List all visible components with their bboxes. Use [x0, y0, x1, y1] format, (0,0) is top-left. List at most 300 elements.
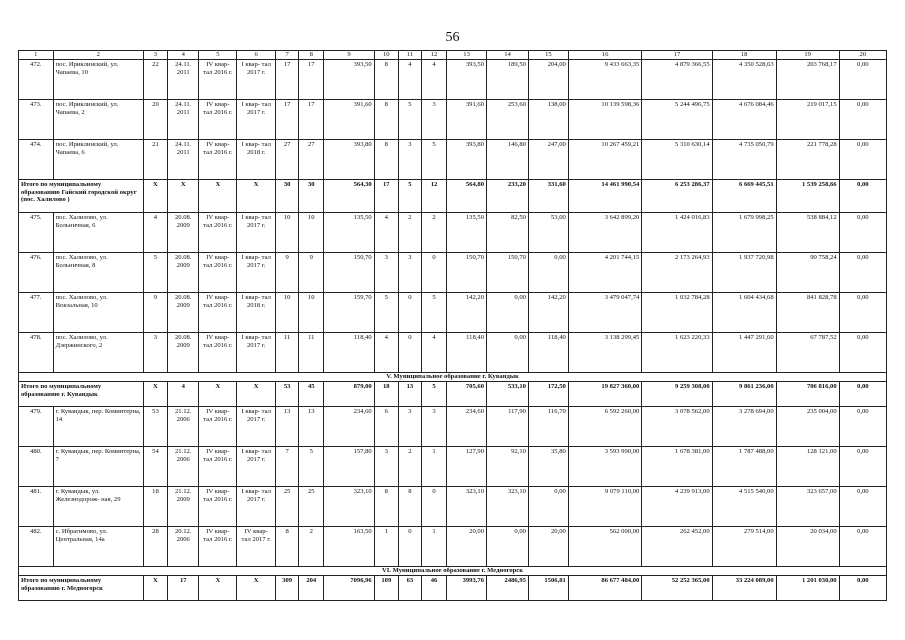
table-cell: I квар- тал 2018 г. — [237, 140, 276, 180]
table-cell: 14 461 990,54 — [568, 180, 641, 213]
table-cell: IV квар- тал 2017 г. — [237, 527, 276, 567]
table-cell: 9 — [299, 253, 324, 293]
table-cell: 6 253 286,37 — [642, 180, 712, 213]
table-cell: 204,00 — [528, 60, 568, 100]
table-cell: X — [199, 382, 237, 407]
table-cell: 3 — [398, 253, 421, 293]
table-cell: 157,80 — [324, 447, 374, 487]
table-cell: 12 — [421, 180, 446, 213]
table-cell: 1 — [19, 51, 54, 60]
table-cell: 0,00 — [839, 100, 886, 140]
table-cell: 30 — [299, 180, 324, 213]
table-cell: 1 678 381,00 — [642, 447, 712, 487]
table-cell: 3 — [421, 407, 446, 447]
total-row — [19, 382, 887, 407]
column-number-row — [19, 51, 887, 60]
table-cell: 8 — [374, 140, 398, 180]
table-cell: 1 424 016,83 — [642, 213, 712, 253]
table-cell: 150,70 — [447, 253, 487, 293]
table-cell: 18 — [374, 382, 398, 407]
table-cell: 13 — [447, 51, 487, 60]
table-cell: 4 — [374, 213, 398, 253]
table-row — [19, 333, 887, 373]
table-cell: X — [143, 576, 167, 601]
table-cell: IV квар- тал 2016 г. — [199, 487, 237, 527]
table-cell: 24.11. 2011 — [168, 100, 199, 140]
table-cell: пос. Халилово, ул. Дзержинского, 2 — [53, 333, 143, 373]
table-cell: 393,50 — [324, 60, 374, 100]
table-cell: 6 592 260,00 — [568, 407, 641, 447]
table-cell: 0,00 — [528, 487, 568, 527]
table-cell: 2 — [398, 213, 421, 253]
table-cell: 4 — [374, 333, 398, 373]
table-cell: 10 — [276, 213, 299, 253]
table-cell: IV квар- тал 2016 г. — [199, 60, 237, 100]
table-cell: пос. Ириклинский, ул. Чапаева, 10 — [53, 60, 143, 100]
table-row — [19, 407, 887, 447]
table-cell: 1 — [421, 527, 446, 567]
table-cell: 0,00 — [528, 253, 568, 293]
table-cell: 3 078 562,00 — [642, 407, 712, 447]
table-cell: 8 — [374, 487, 398, 527]
table-cell: X — [143, 180, 167, 213]
table-cell: 10 267 459,21 — [568, 140, 641, 180]
table-cell: 5 — [421, 140, 446, 180]
table-cell: 138,00 — [528, 100, 568, 140]
table-cell: I квар- тал 2017 г. — [237, 60, 276, 100]
table-cell: 4 — [421, 333, 446, 373]
table-cell: 4 — [421, 60, 446, 100]
table-cell: 4 350 528,63 — [712, 60, 776, 100]
table-cell: 9 — [276, 253, 299, 293]
table-cell: 477. — [19, 293, 54, 333]
table-cell: 473. — [19, 100, 54, 140]
table-cell: 46 — [421, 576, 446, 601]
table-cell: 1 679 998,25 — [712, 213, 776, 253]
table-cell: 247,00 — [528, 140, 568, 180]
table-cell: 475. — [19, 213, 54, 253]
table-cell: 3 — [421, 100, 446, 140]
table-cell: 9 433 663,35 — [568, 60, 641, 100]
table-cell: 233,20 — [487, 180, 529, 213]
table-cell: 5 — [143, 253, 167, 293]
table-row — [19, 60, 887, 100]
table-cell: 4 — [168, 51, 199, 60]
table-cell: 142,20 — [447, 293, 487, 333]
table-cell: I квар- тал 2017 г. — [237, 407, 276, 447]
table-cell: IV квар- тал 2016 г. — [199, 293, 237, 333]
table-cell: с. Ибрагимово, ул. Центральная, 14а — [53, 527, 143, 567]
table-cell: 0,00 — [839, 333, 886, 373]
table-cell: X — [143, 382, 167, 407]
table-cell: 1 787 488,00 — [712, 447, 776, 487]
table-cell: 20,00 — [528, 527, 568, 567]
table-cell: 6 — [237, 51, 276, 60]
table-cell: 1 623 220,33 — [642, 333, 712, 373]
table-cell: 3993,76 — [447, 576, 487, 601]
table-cell: 879,00 — [324, 382, 374, 407]
table-cell: 13 — [276, 407, 299, 447]
table-cell: 172,50 — [528, 382, 568, 407]
table-cell: IV квар- тал 2016 г. — [199, 447, 237, 487]
table-cell: 323,10 — [447, 487, 487, 527]
table-cell: 0 — [421, 253, 446, 293]
table-cell: 21.12. 2006 — [168, 447, 199, 487]
table-cell: 24.11. 2011 — [168, 140, 199, 180]
table-cell: 234,60 — [447, 407, 487, 447]
table-cell: I квар- тал 2017 г. — [237, 213, 276, 253]
table-cell: 481. — [19, 487, 54, 527]
table-cell: 474. — [19, 140, 54, 180]
table-cell: 35,80 — [528, 447, 568, 487]
total-row — [19, 180, 887, 213]
table-cell: 1 604 434,68 — [712, 293, 776, 333]
table-cell: 841 828,78 — [776, 293, 839, 333]
table-cell: 1 539 258,66 — [776, 180, 839, 213]
table-cell: 0,00 — [487, 293, 529, 333]
table-cell: 9 861 236,00 — [712, 382, 776, 407]
table-cell: 3 593 990,00 — [568, 447, 641, 487]
table-cell: 0,00 — [487, 527, 529, 567]
table-cell: I квар- тал 2017 г. — [237, 333, 276, 373]
data-table — [18, 50, 887, 601]
table-cell: 1 — [421, 447, 446, 487]
table-cell: 2 — [299, 527, 324, 567]
table-cell: 0 — [398, 527, 421, 567]
table-cell: 3 — [374, 447, 398, 487]
table-cell: 0,00 — [839, 407, 886, 447]
table-cell: 705,60 — [447, 382, 487, 407]
page-number: 56 — [445, 30, 460, 45]
table-cell: X — [199, 180, 237, 213]
table-cell: 17 — [299, 60, 324, 100]
table-cell: 3 — [143, 51, 167, 60]
table-cell: X — [199, 576, 237, 601]
table-cell: 17 — [276, 60, 299, 100]
table-row — [19, 487, 887, 527]
table-cell: 7 — [276, 447, 299, 487]
table-cell: I квар- тал 2018 г. — [237, 293, 276, 333]
table-cell: 4 — [168, 382, 199, 407]
table-cell: 4 — [143, 213, 167, 253]
table-cell: 21.12. 2006 — [168, 407, 199, 447]
table-cell: 92,10 — [487, 447, 529, 487]
table-cell: 478. — [19, 333, 54, 373]
table-cell: 4 879 366,55 — [642, 60, 712, 100]
table-cell: 2 — [53, 51, 143, 60]
table-cell: 9 — [324, 51, 374, 60]
table-cell: 109 — [374, 576, 398, 601]
table-cell: 3 — [143, 333, 167, 373]
table-cell: 6 — [374, 407, 398, 447]
table-cell: 13 — [398, 382, 421, 407]
table-cell: 2 — [421, 213, 446, 253]
section-heading-row — [19, 567, 887, 576]
table-cell: пос. Халилово, ул. Больничная, 8 — [53, 253, 143, 293]
table-cell: 20.08. 2009 — [168, 333, 199, 373]
table-cell: 142,20 — [528, 293, 568, 333]
table-cell: 5 — [299, 447, 324, 487]
table-cell: 24.11. 2011 — [168, 60, 199, 100]
table-row — [19, 293, 887, 333]
table-cell: 0 — [398, 333, 421, 373]
table-cell: I квар- тал 2017 г. — [237, 447, 276, 487]
table-cell: 0,00 — [839, 527, 886, 567]
table-cell: 11 — [276, 333, 299, 373]
table-cell: 18 — [143, 487, 167, 527]
table-cell: 203 768,17 — [776, 60, 839, 100]
table-cell: 472. — [19, 60, 54, 100]
table-cell: 27 — [276, 140, 299, 180]
table-cell: 538 884,12 — [776, 213, 839, 253]
table-cell: 146,80 — [487, 140, 529, 180]
table-cell: Итого по муниципальному образованию г. Кувандык — [19, 382, 144, 407]
table-cell: 17 — [168, 576, 199, 601]
table-cell: 1 201 030,00 — [776, 576, 839, 601]
table-cell: 204 — [299, 576, 324, 601]
table-cell: 20.08. 2009 — [168, 213, 199, 253]
table-cell: 28 — [143, 527, 167, 567]
table-cell: 33 224 089,00 — [712, 576, 776, 601]
table-cell: 25 — [276, 487, 299, 527]
table-cell: 7 — [276, 51, 299, 60]
table-cell: 0,00 — [487, 333, 529, 373]
table-cell: 20,00 — [447, 527, 487, 567]
table-cell: 0,00 — [839, 180, 886, 213]
table-row — [19, 100, 887, 140]
table-cell: г. Кувандык, пер. Коминтерна, 7 — [53, 447, 143, 487]
table-cell: 30 — [276, 180, 299, 213]
table-cell: 10 — [374, 51, 398, 60]
table-cell: 5 244 496,75 — [642, 100, 712, 140]
table-cell: X — [237, 382, 276, 407]
table-cell: г. Кувандык, ул. Железнодорож- ная, 29 — [53, 487, 143, 527]
table-cell: IV квар- тал 2016 г. — [199, 407, 237, 447]
table-cell: 4 676 084,46 — [712, 100, 776, 140]
table-cell: 127,90 — [447, 447, 487, 487]
table-cell: 19 — [776, 51, 839, 60]
table-cell: I квар- тал 2017 г. — [237, 100, 276, 140]
table-cell: 20.12. 2006 — [168, 527, 199, 567]
table-cell: 22 — [143, 60, 167, 100]
table-cell: 150,70 — [324, 253, 374, 293]
table-cell: 476. — [19, 253, 54, 293]
table-cell: 1506,81 — [528, 576, 568, 601]
table-cell: г. Кувандык, пер. Коминтерна, 14 — [53, 407, 143, 447]
table-cell: 323 657,00 — [776, 487, 839, 527]
table-cell: X — [237, 180, 276, 213]
table-cell: 63 — [398, 576, 421, 601]
table-cell: 479. — [19, 407, 54, 447]
table-cell: IV квар- тал 2016 г. — [199, 140, 237, 180]
table-cell: 5 — [199, 51, 237, 60]
table-cell: 564,30 — [324, 180, 374, 213]
table-cell: 3 — [398, 407, 421, 447]
table-row — [19, 213, 887, 253]
table-cell: 391,60 — [324, 100, 374, 140]
table-cell: 393,50 — [447, 60, 487, 100]
table-cell: VI. Муниципальное образование г. Медногорск — [19, 567, 887, 576]
table-cell: 3 278 694,00 — [712, 407, 776, 447]
table-cell: 4 239 913,00 — [642, 487, 712, 527]
table-cell: 219 017,15 — [776, 100, 839, 140]
table-cell: 3 — [374, 253, 398, 293]
table-cell: 1 447 291,60 — [712, 333, 776, 373]
table-cell: 234,60 — [324, 407, 374, 447]
table-cell: 13 — [299, 407, 324, 447]
table-cell: 11 — [299, 333, 324, 373]
table-cell: 10 — [299, 293, 324, 333]
table-cell: 2 173 264,93 — [642, 253, 712, 293]
table-cell: 53,00 — [528, 213, 568, 253]
table-cell: 159,70 — [324, 293, 374, 333]
table-cell: пос. Халилово, ул. Вокзальная, 10 — [53, 293, 143, 333]
table-cell: 4 735 050,79 — [712, 140, 776, 180]
table-cell: 706 816,00 — [776, 382, 839, 407]
table-cell: IV квар- тал 2016 г. — [199, 527, 237, 567]
table-cell: 20 — [839, 51, 886, 60]
table-cell: 391,60 — [447, 100, 487, 140]
table-cell: 5 — [398, 100, 421, 140]
table-cell: 27 — [299, 140, 324, 180]
table-cell: 235 004,00 — [776, 407, 839, 447]
table-cell: 118,40 — [447, 333, 487, 373]
table-cell: X — [237, 576, 276, 601]
table-cell: 16 — [568, 51, 641, 60]
table-cell: 82,50 — [487, 213, 529, 253]
table-cell: 17 — [374, 180, 398, 213]
table-cell: 163,50 — [324, 527, 374, 567]
table-cell: 128 121,00 — [776, 447, 839, 487]
table-cell: 221 778,28 — [776, 140, 839, 180]
table-cell: 25 — [299, 487, 324, 527]
table-cell: 53 — [143, 407, 167, 447]
table-cell: Итого по муниципальному образованию г. Медногорск — [19, 576, 144, 601]
table-cell: IV квар- тал 2016 г. — [199, 253, 237, 293]
table-cell: 118,40 — [324, 333, 374, 373]
table-cell: 4 — [398, 60, 421, 100]
table-cell: 17 — [642, 51, 712, 60]
table-cell: 8 — [374, 100, 398, 140]
table-cell: 1 — [374, 527, 398, 567]
table-cell: 0 — [398, 293, 421, 333]
table-cell: 2 — [398, 447, 421, 487]
table-cell: 21.12. 2009 — [168, 487, 199, 527]
table-cell: 135,50 — [324, 213, 374, 253]
table-cell: 90 758,24 — [776, 253, 839, 293]
table-cell: 5 — [398, 180, 421, 213]
table-cell: 8 — [276, 527, 299, 567]
table-cell: 0,00 — [839, 213, 886, 253]
table-cell: 482. — [19, 527, 54, 567]
table-cell: 533,10 — [487, 382, 529, 407]
total-row — [19, 576, 887, 601]
table-cell: I квар- тал 2017 г. — [237, 487, 276, 527]
section-heading-row — [19, 373, 887, 382]
table-cell: 17 — [276, 100, 299, 140]
table-cell: 3 — [398, 140, 421, 180]
table-cell: X — [168, 180, 199, 213]
table-cell: 253,60 — [487, 100, 529, 140]
table-cell: пос. Ириклинский, ул. Чапаева, 2 — [53, 100, 143, 140]
table-cell: 15 — [528, 51, 568, 60]
table-cell: 323,10 — [324, 487, 374, 527]
table-row — [19, 253, 887, 293]
table-cell: 11 — [398, 51, 421, 60]
table-cell: 5 — [374, 293, 398, 333]
table-cell: 20.08. 2009 — [168, 293, 199, 333]
table-row — [19, 447, 887, 487]
table-cell: 7096,96 — [324, 576, 374, 601]
table-cell: 1 937 720,98 — [712, 253, 776, 293]
table-cell: 0,00 — [839, 60, 886, 100]
table-cell: 45 — [299, 382, 324, 407]
table-cell: пос. Халилово, ул. Больничная, 6 — [53, 213, 143, 253]
table-cell: 67 787,52 — [776, 333, 839, 373]
table-cell: 53 — [276, 382, 299, 407]
table-cell: 4 515 540,00 — [712, 487, 776, 527]
table-cell: 0,00 — [839, 382, 886, 407]
table-cell: 9 — [143, 293, 167, 333]
table-cell: 323,10 — [487, 487, 529, 527]
table-cell: IV квар- тал 2016 г. — [199, 213, 237, 253]
table-row — [19, 140, 887, 180]
table-cell: 3 479 047,74 — [568, 293, 641, 333]
table-cell: 3 642 899,20 — [568, 213, 641, 253]
table-cell: 0,00 — [839, 487, 886, 527]
table-row — [19, 527, 887, 567]
table-cell: V. Муниципальное образование г. Кувандык — [19, 373, 887, 382]
table-cell: 3 138 299,45 — [568, 333, 641, 373]
table-cell: 54 — [143, 447, 167, 487]
table-cell: 9 259 308,00 — [642, 382, 712, 407]
table-cell: 20.08. 2009 — [168, 253, 199, 293]
table-cell: 6 669 445,51 — [712, 180, 776, 213]
table-cell: 0,00 — [839, 447, 886, 487]
table-cell: 0 — [421, 487, 446, 527]
table-cell: I квар- тал 2017 г. — [237, 253, 276, 293]
table-cell: 20 034,00 — [776, 527, 839, 567]
table-cell: 0,00 — [839, 576, 886, 601]
table-cell: 480. — [19, 447, 54, 487]
table-cell: 393,80 — [324, 140, 374, 180]
table-cell: 8 — [374, 60, 398, 100]
table-cell: 18 — [712, 51, 776, 60]
table-cell: 279 514,00 — [712, 527, 776, 567]
table-cell: 562 000,00 — [568, 527, 641, 567]
table-cell: 10 139 598,36 — [568, 100, 641, 140]
table-cell: 393,80 — [447, 140, 487, 180]
table-cell: 5 — [421, 382, 446, 407]
table-cell: 117,90 — [487, 407, 529, 447]
table-cell: пос. Ириклинский, ул. Чапаева, 6 — [53, 140, 143, 180]
table-cell: 86 677 484,00 — [568, 576, 641, 601]
table-cell: 20 — [143, 100, 167, 140]
table-cell: 5 — [421, 293, 446, 333]
table-cell: 14 — [487, 51, 529, 60]
table-cell: 309 — [276, 576, 299, 601]
table-cell: 17 — [299, 100, 324, 140]
table-cell: 189,50 — [487, 60, 529, 100]
table-cell: 116,70 — [528, 407, 568, 447]
table-cell: 262 452,00 — [642, 527, 712, 567]
table-cell: 150,70 — [487, 253, 529, 293]
table-cell: 135,50 — [447, 213, 487, 253]
table-cell: 331,60 — [528, 180, 568, 213]
table-cell: 8 — [299, 51, 324, 60]
table-cell: 118,40 — [528, 333, 568, 373]
table-cell: 2486,95 — [487, 576, 529, 601]
